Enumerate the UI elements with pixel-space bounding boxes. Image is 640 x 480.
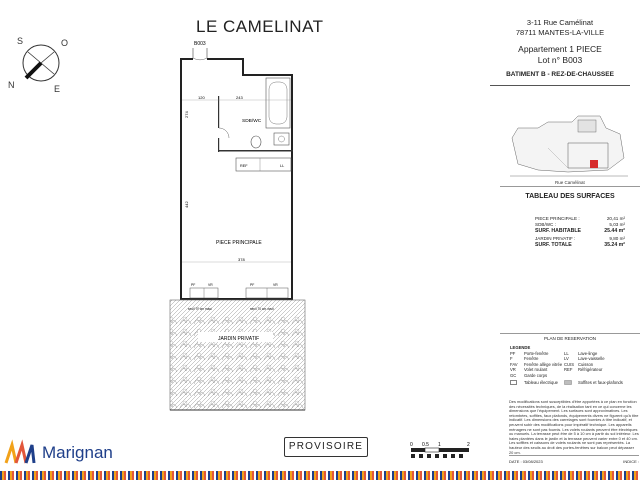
surface-unit: m² — [618, 242, 625, 249]
address-line2: 78711 MANTES-LA-VILLE — [515, 28, 605, 37]
legend-cell: LL — [564, 350, 569, 356]
dim-side-upper: 274 — [184, 111, 189, 118]
surface-label: JARDIN PRIVATIF : — [535, 235, 576, 241]
disclaimer-text: Des modifications sont susceptibles d'être apportées à ce plan en fonction des nécessités techniques, de la réalisation tant en ce qui concerne les dimensions que l'équipement. Les surfaces sont approximatives. Les retombées, soffites, faux plafonds, équipements divers ne figurent qu'à titre indicatif. Les dimensions des carrelages sont fournies à titre indicatif, et peuvent subir des modifications pour impératif technique. Les appareils ménagers ne sont pas fournis. Les volets roulants peuvent être électriques ou manuels. La terrasse peut être de 5 à 10 cm à partir du sol intérieur. Les haies plantées dans le jardin et la terrasse peuvent varier entre 0 et 40 cm. Les soffites et caissons de volets roulants ne sont pas représentés. La hauteur des seuils au droit des portes-fenêtres sur balcon peut dépasser 20 cm. — [509, 399, 639, 455]
legend-cell: Lave-linge — [578, 350, 598, 356]
compass — [6, 28, 76, 98]
surface-unit: m² — [618, 228, 625, 235]
scale-label-1: 1 — [438, 442, 441, 448]
plan-title: LE CAMELINAT — [196, 17, 324, 36]
surface-row — [535, 228, 625, 236]
lot-number: Lot n° B003 — [537, 55, 583, 65]
pf-left-label: PF — [191, 283, 196, 287]
scale-label-0: 0 — [410, 442, 413, 448]
brand-name: Marignan — [42, 443, 113, 462]
provisoire-stamp: PROVISOIRE — [284, 437, 368, 457]
surface-label: SURF. HABITABLE — [535, 228, 582, 235]
site-key-map — [508, 98, 630, 178]
legend-cell: Garde corps — [524, 372, 548, 378]
project-header — [490, 18, 630, 86]
ref-label: REF — [240, 164, 248, 168]
floor-plan — [178, 38, 313, 438]
legend-cell: GC — [510, 372, 517, 378]
lot-highlight-icon — [590, 160, 598, 168]
vr-right-label: VR — [273, 283, 278, 287]
surfaces-title: TABLEAU DES SURFACES — [525, 193, 615, 200]
scale-bar — [409, 440, 489, 466]
surface-unit: m² — [619, 216, 625, 221]
legend-cell: PF — [510, 350, 516, 356]
dim-top-right: 243 — [236, 95, 243, 100]
surface-row — [535, 242, 625, 250]
compass-south-label: S — [17, 36, 24, 46]
legend-cell: CUIS — [564, 361, 575, 367]
surface-value: 5,03 — [609, 222, 619, 228]
legend-cell: Fenêtre — [524, 356, 539, 362]
vr-left-label: VR — [208, 283, 213, 287]
surface-label: SURF. TOTALE — [535, 242, 572, 249]
brand-logo — [4, 440, 113, 466]
surface-unit: m² — [619, 235, 625, 241]
compass-east-label: E — [54, 84, 61, 94]
reservation-plan-header: PLAN DE RESERVATION — [543, 336, 596, 341]
surface-label: PIECE PRINCIPALE : — [535, 216, 580, 221]
scale-label-2: 2 — [467, 442, 470, 448]
address-line1: 3-11 Rue Camélinat — [526, 18, 594, 27]
surfaces-table — [535, 216, 625, 250]
room-main-label: PIECE PRINCIPALE — [216, 240, 262, 246]
legend-cell: Cuisson — [578, 361, 594, 367]
compass-north-label: N — [8, 80, 15, 90]
dim-top-left: 120 — [198, 95, 205, 100]
ll-label: LL — [280, 164, 285, 168]
pf-right-label: PF — [250, 283, 255, 287]
room-sdb-label: SDB/WC — [242, 119, 262, 124]
legend-cell: FAV — [510, 361, 518, 367]
surface-value: 25.44 — [604, 228, 618, 235]
legend-row — [510, 373, 638, 379]
legend-cell — [564, 373, 578, 379]
surface-label: SDB/WC : — [535, 222, 556, 228]
surface-value: 20,41 — [606, 216, 619, 221]
marignan-logo-icon — [4, 441, 36, 465]
scale-label-05: 0.5 — [422, 442, 429, 448]
legend — [510, 345, 638, 386]
room-garden-label: JARDIN PRIVATIF — [218, 336, 260, 342]
surface-unit: m² — [619, 222, 625, 228]
apartment-type: Appartement 1 PIECE — [518, 44, 602, 54]
electrical-panel-icon — [510, 380, 518, 385]
dim-side-lower: 442 — [184, 201, 189, 208]
legend-cell: Réfrigérateur — [578, 367, 603, 373]
legend-tableau: Tableau électrique — [524, 379, 558, 385]
surface-value: 9,80 — [609, 235, 619, 241]
legend-cell: Porte-fenêtre — [524, 350, 549, 356]
key-map-street-label: Rue Camélinat — [555, 180, 585, 185]
plan-indice: INDICE : — [623, 459, 639, 464]
plan-date: DATE : 03/08/2023 — [509, 459, 543, 464]
building-level: BATIMENT B - REZ-DE-CHAUSSEE — [506, 71, 614, 78]
legend-soffites: Soffites et faux-plafonds — [578, 379, 623, 385]
legend-cell: Volet roulant — [524, 367, 548, 373]
legend-cell: LV — [564, 356, 569, 362]
soffit-icon — [564, 380, 572, 385]
surface-value: 35.24 — [604, 242, 618, 249]
legend-cell: REF — [564, 367, 573, 373]
compass-west-label: O — [61, 38, 69, 48]
legend-title: LEGENDE — [510, 345, 531, 350]
legend-cell: F — [510, 356, 513, 362]
decorative-stripe — [0, 471, 640, 480]
legend-cell: Lave-vaisselle — [578, 356, 605, 362]
plan-footer — [509, 455, 639, 464]
door-label: B003 — [194, 41, 206, 47]
legend-cell — [578, 373, 628, 379]
dim-bottom: 378 — [238, 257, 245, 262]
legend-cell: Fenêtre allège vitrée — [524, 361, 563, 367]
legend-cell: VR — [510, 367, 516, 373]
